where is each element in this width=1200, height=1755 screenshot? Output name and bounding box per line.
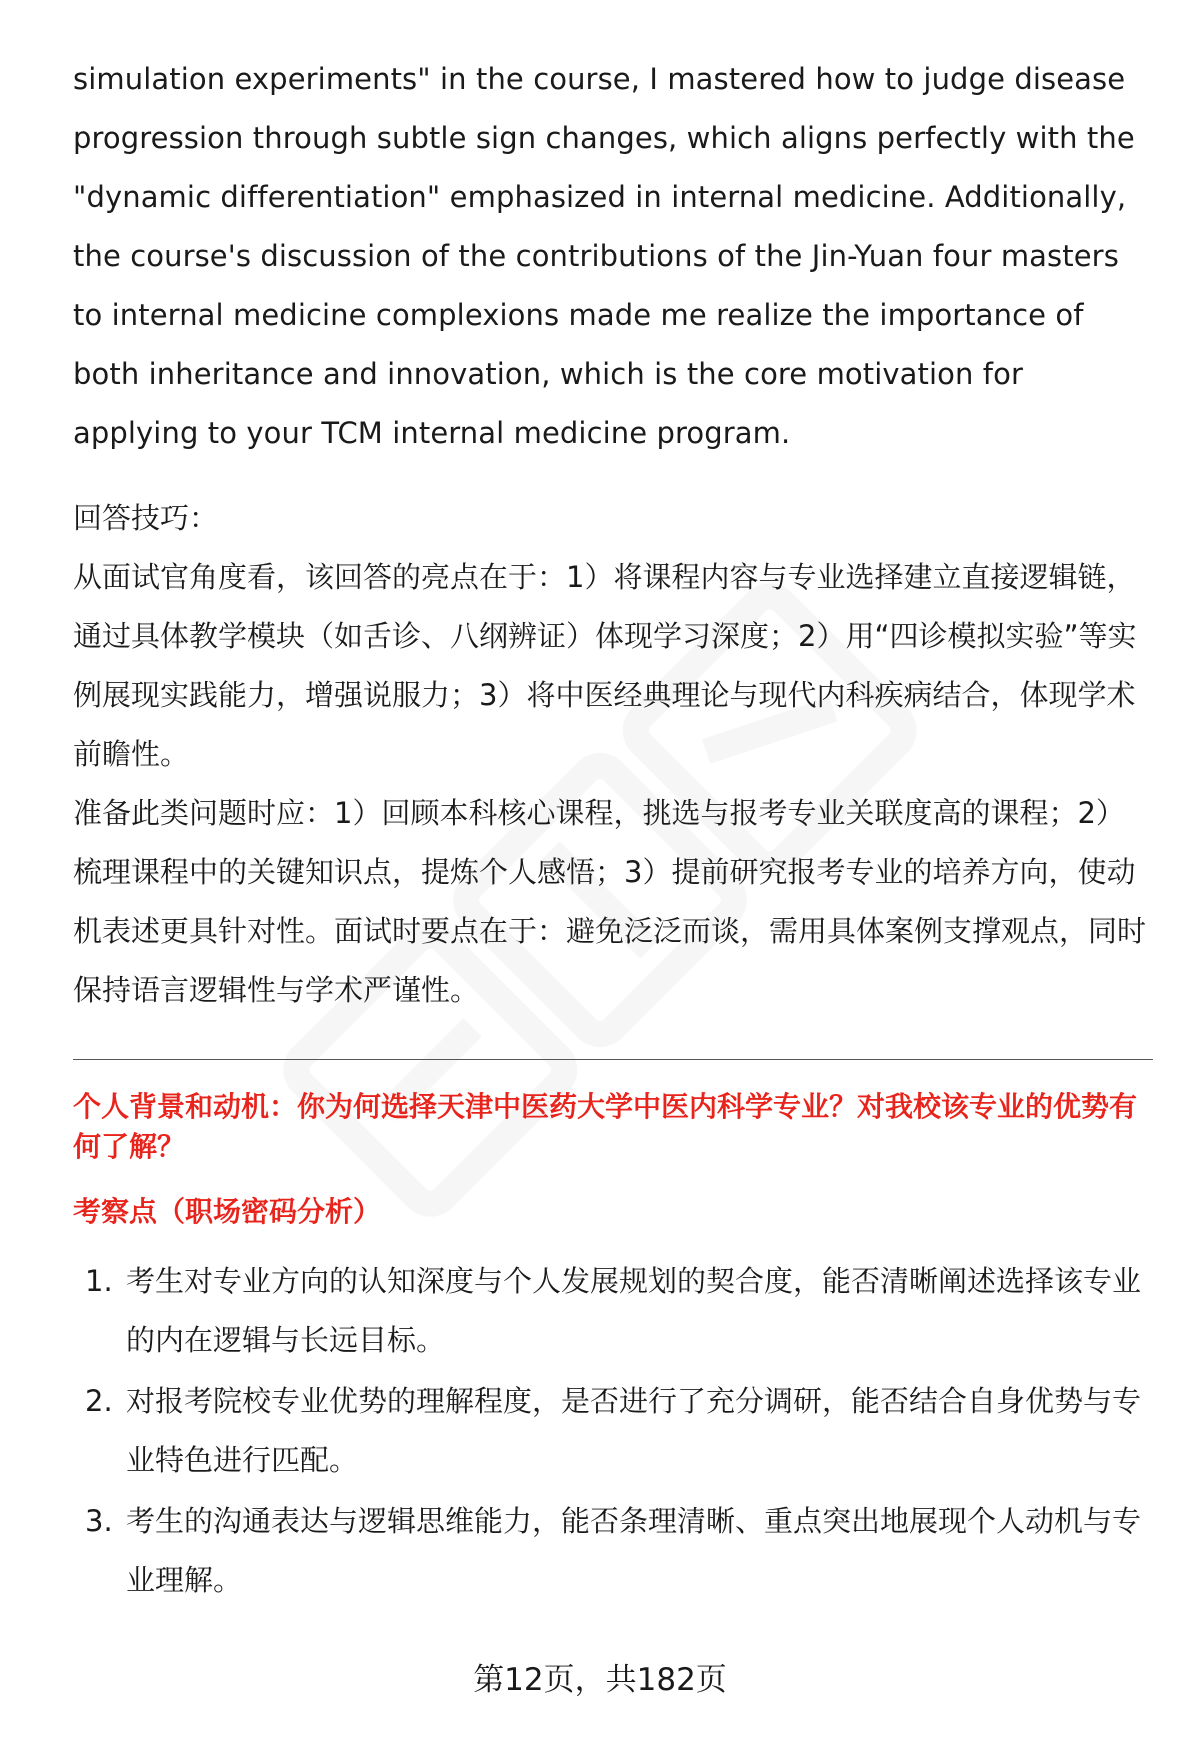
list-item: [73, 1492, 1153, 1610]
page-content: [73, 50, 1153, 1612]
list-item: [73, 1372, 1153, 1490]
list-item: [73, 1252, 1153, 1370]
page-number-footer: 第12页，共182页: [473, 1662, 727, 1698]
list-item-number: 1.: [85, 1264, 113, 1298]
assessment-points-list: [73, 1252, 1153, 1610]
list-item-text: 考生对专业方向的认知深度与个人发展规划的契合度，能否清晰阐述选择该专业的内在逻辑与长远目标。: [126, 1264, 1142, 1357]
list-item-number: 2.: [85, 1384, 113, 1418]
list-item-text: 考生的沟通表达与逻辑思维能力，能否条理清晰、重点突出地展现个人动机与专业理解。: [126, 1504, 1142, 1597]
question-heading: 个人背景和动机：你为何选择天津中医药大学中医内科学专业？对我校该专业的优势有何了解？: [73, 1090, 1138, 1163]
answer-paragraph-english: simulation experiments" in the course, I mastered how to judge disease progression through subtle sign changes, which aligns perfectly with the "dynamic differentiation" emphasized in internal medicine. Additionally, the course's discussion of the contributions of the Jin-Yuan four masters to internal medicine complexions made me realize the importance of both inheritance and innovation, which is the core motivation for applying to your TCM internal medicine program.: [73, 62, 1135, 450]
tips-title: 回答技巧：: [73, 501, 219, 535]
section-divider: [73, 1059, 1153, 1060]
list-item-text: 对报考院校专业优势的理解程度，是否进行了充分调研，能否结合自身优势与专业特色进行匹配。: [126, 1384, 1142, 1477]
list-item-number: 3.: [85, 1504, 113, 1538]
assessment-points-heading: 考察点（职场密码分析）: [73, 1195, 382, 1228]
tips-paragraph-highlights: 从面试官角度看，该回答的亮点在于：1）将课程内容与专业选择建立直接逻辑链，通过具体教学模块（如舌诊、八纲辨证）体现学习深度；2）用“四诊模拟实验”等实例展现实践能力，增强说服力；3）将中医经典理论与现代内科疾病结合，体现学术前瞻性。: [73, 560, 1137, 771]
tips-paragraph-preparation: 准备此类问题时应：1）回顾本科核心课程，挑选与报考专业关联度高的课程；2）梳理课程中的关键知识点，提炼个人感悟；3）提前研究报考专业的培养方向，使动机表述更具针对性。面试时要点在于：避免泛泛而谈，需用具体案例支撑观点，同时保持语言逻辑性与学术严谨性。: [73, 796, 1147, 1007]
